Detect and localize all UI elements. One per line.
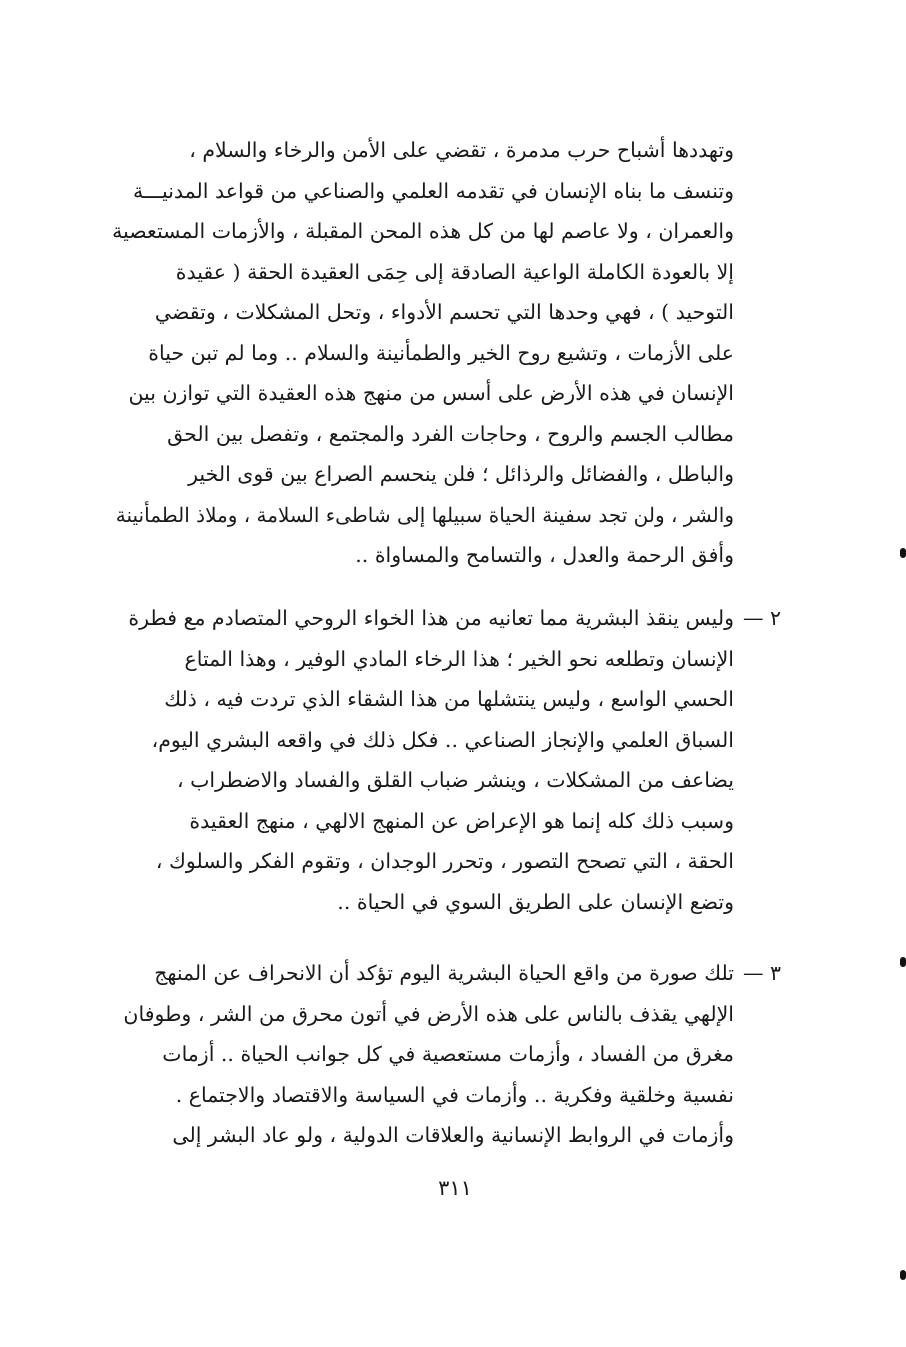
text-line: وأزمات في الروابط الإنسانية والعلاقات الدولية ، ولو عاد البشر إلى	[172, 1123, 734, 1147]
text-line: والعمران ، ولا عاصم لها من كل هذه المحن المقبلة ، والأزمات المستعصية	[112, 219, 734, 243]
text-line: وليس ينقذ البشرية مما تعانيه من هذا الخواء الروحي المتصادم مع فطرة	[128, 606, 734, 630]
text-line: الإلهي يقذف بالناس على هذه الأرض في أتون محرق من الشر ، وطوفان	[123, 1001, 734, 1026]
paragraph-item-3	[106, 953, 734, 1156]
text-line: وتضع الإنسان على الطريق السوي في الحياة ..	[337, 889, 734, 914]
paragraph-continued	[106, 130, 734, 576]
text-line: وأفق الرحمة والعدل ، والتسامح والمساواة ..	[355, 543, 734, 567]
text-line: الحقة ، التي تصحح التصور ، وتحرر الوجدان ، وتقوم الفكر والسلوك ،	[155, 849, 734, 873]
binding-mark	[900, 548, 906, 558]
text-line: الإنسان في هذه الأرض على أسس من منهج هذه العقيدة التي توازن بين	[128, 381, 734, 405]
text-line: وتهددها أشباح حرب مدمرة ، تقضي على الأمن والرخاء والسلام ،	[189, 138, 734, 162]
text-line: مطالب الجسم والروح ، وحاجات الفرد والمجتمع ، وتفصل بين الحق	[167, 421, 734, 446]
page-number: ٣١١	[438, 1176, 472, 1200]
text-line: التوحيد ) ، فهي وحدها التي تحسم الأدواء ، وتحل المشكلات ، وتقضي	[154, 300, 734, 324]
text-line: تلك صورة من واقع الحياة البشرية اليوم تؤكد أن الانحراف عن المنهج	[154, 961, 734, 985]
text-line: إلا بالعودة الكاملة الواعية الصادقة إلى حِمَى العقيدة الحقة ( عقيدة	[175, 259, 734, 284]
text-line: نفسية وخلقية وفكرية .. وأزمات في السياسة والاقتصاد والاجتماع .	[175, 1082, 734, 1107]
binding-mark	[900, 957, 906, 967]
text-line: على الأزمات ، وتشيع روح الخير والطمأنينة والسلام .. وما لم تبن حياة	[148, 340, 734, 365]
paragraph-item-2	[106, 598, 734, 922]
text-line: وسبب ذلك كله إنما هو الإعراض عن المنهج الالهي ، منهج العقيدة	[189, 808, 734, 833]
text-line: مغرق من الفساد ، وأزمات مستعصية في كل جوانب الحياة .. أزمات	[162, 1042, 734, 1066]
item-number-3: ٣ —	[743, 961, 782, 985]
binding-mark	[900, 1270, 906, 1280]
text-line: الإنسان وتطلعه نحو الخير ؛ هذا الرخاء المادي الوفير ، وهذا المتاع	[184, 646, 734, 671]
text-line: الحسي الواسع ، وليس ينتشلها من هذا الشقاء الذي تردت فيه ، ذلك	[164, 687, 734, 711]
text-line: والشر ، ولن تجد سفينة الحياة سبيلها إلى شاطىء السلامة ، وملاذ الطمأنينة	[115, 502, 734, 527]
text-line: وتنسف ما بناه الإنسان في تقدمه العلمي والصناعي من قواعد المدنيـــة	[133, 178, 734, 203]
item-number-2: ٢ —	[743, 606, 782, 630]
text-line: السباق العلمي والإنجاز الصناعي .. فكل ذلك في واقعه البشري اليوم،	[151, 727, 734, 752]
text-line: والباطل ، والفضائل والرذائل ؛ فلن ينحسم الصراع بين قوى الخير	[188, 462, 734, 486]
text-line: يضاعف من المشكلات ، وينشر ضباب القلق والفساد والاضطراب ،	[177, 768, 734, 792]
